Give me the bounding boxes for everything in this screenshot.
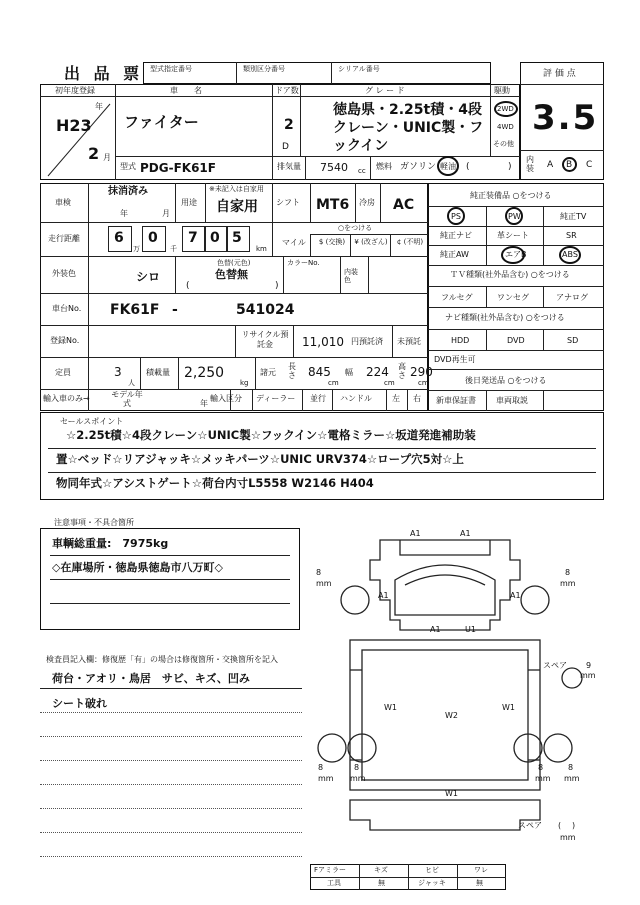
door-unit: D <box>282 142 289 152</box>
nav-dvd: DVD <box>507 336 525 345</box>
mileage-label: 走行距離 <box>48 234 80 243</box>
chassis-model: FK61F <box>110 302 160 318</box>
notes-line-1: 車輌総重量: 7975kg <box>52 537 169 550</box>
fuel-gasoline: ガソリン <box>400 162 437 172</box>
interior-color-label: 内装色 <box>344 268 358 285</box>
inspector-line-2: シート破れ <box>52 697 107 710</box>
recycle-not: 未預託 <box>397 337 421 346</box>
mile-label: マイル <box>282 238 306 247</box>
defect-cell-1: 工具 <box>327 879 341 887</box>
parallel-label: 並行 <box>310 394 326 403</box>
mileage-mark-label: ○をつける <box>338 224 373 232</box>
tv-oneseg: ワンセグ <box>497 293 529 302</box>
defect-cell-3: ジャッキ <box>418 879 446 887</box>
fuel-label: 燃料 <box>376 162 392 171</box>
tv-fullseg: フルセグ <box>441 293 473 302</box>
sales-label: セールスポイント <box>60 417 124 426</box>
mileage-km-unit: km <box>256 245 267 253</box>
color-paren-open: ( <box>186 281 190 291</box>
ac-value: AC <box>393 197 415 213</box>
equip-airbag: エアB <box>505 250 527 259</box>
spare-rear-label: スペア <box>518 821 542 830</box>
first-reg-year: H23 <box>56 116 92 135</box>
width-label: 幅 <box>345 368 353 377</box>
handle-label: ハンドル <box>340 394 372 403</box>
tread-front-right-unit: mm <box>560 579 576 588</box>
left-label: 左 <box>392 394 400 403</box>
mile-tampered: ¥ (改ざん) <box>354 238 388 246</box>
drive-other: その他 <box>493 140 514 148</box>
height-label: 高さ <box>398 362 406 380</box>
load-value: 2,250 <box>184 365 225 381</box>
inspector-label: 検査員記入欄：修復歴「有」の場合は修復箇所・交換箇所を記入 <box>46 655 278 664</box>
recycle-label: リサイクル預託金 <box>241 330 289 349</box>
inspector-line-1: 荷台・アオリ・鳥居 サビ、キズ、凹み <box>52 672 250 685</box>
length-unit: cm <box>328 379 339 387</box>
length-value: 845 <box>308 365 331 379</box>
defect-header-1: Fアミラー <box>314 866 347 874</box>
first-reg-label: 初年度登録 <box>55 86 95 95</box>
nav-sd: SD <box>567 336 579 345</box>
fuel-paren-close: ) <box>508 162 512 172</box>
dealer-label: ディーラー <box>256 394 296 403</box>
mark-u1: U1 <box>465 625 476 634</box>
color-change-value: 色替無 <box>215 268 248 281</box>
width-value: 224 <box>366 365 389 379</box>
load-unit: kg <box>240 379 249 387</box>
color-no-label: カラーNo. <box>287 259 320 267</box>
displacement-label: 排気量 <box>277 162 301 171</box>
truck-diagram <box>310 520 610 860</box>
sheet-title: 出 品 票 <box>64 64 144 83</box>
aftermarket-title: 後日発送品 ○をつける <box>465 376 547 385</box>
mark-w1-rear: W1 <box>445 789 458 798</box>
height-value: 290 <box>410 365 433 379</box>
header-codes-box <box>143 62 491 84</box>
equip-nav: 純正ナビ <box>440 231 472 240</box>
displacement-unit: cc <box>358 167 366 175</box>
mark-w1-right: W1 <box>502 703 515 712</box>
grade-line-3: ックイン <box>333 138 389 154</box>
mark-w2: W2 <box>445 711 458 720</box>
registration-label: 登録No. <box>50 336 80 345</box>
defect-header-2: キズ <box>374 866 388 874</box>
shift-value: MT6 <box>316 197 350 213</box>
grade-line-2: クレーン・UNIC製・フ <box>333 120 484 136</box>
spare-front-unit: mm <box>580 671 596 680</box>
recycle-unit: 円預託済 <box>351 337 383 346</box>
equip-abs: ABS <box>562 250 578 259</box>
mileage-digit-5: 5 <box>232 230 242 246</box>
grade-line-1: 徳島県・2.25t積・4段 <box>333 102 482 118</box>
interior-grade-c: C <box>586 160 593 170</box>
model-label: 型式 <box>120 162 136 171</box>
capacity-label: 定員 <box>55 368 71 377</box>
equip-sr: SR <box>566 231 577 240</box>
fuel-paren-open: ( <box>466 162 470 172</box>
model-cert-label: 型式指定番号 <box>150 65 192 73</box>
doors-value: 2 <box>284 117 294 133</box>
first-reg-month: 2 <box>88 144 100 163</box>
spec-label: 諸元 <box>260 368 276 377</box>
length-label: 長さ <box>288 362 296 380</box>
equip-tv: 純正TV <box>560 212 587 221</box>
drive-4wd: 4WD <box>497 123 514 131</box>
exterior-value: シロ <box>136 270 161 284</box>
nav-hdd: HDD <box>451 336 470 345</box>
chassis-number: 541024 <box>236 302 295 318</box>
right-label: 右 <box>413 394 421 403</box>
chassis-dash: - <box>172 302 178 318</box>
tread-rear-right2: 8 <box>568 763 574 772</box>
mark-a1-front: A1 <box>430 625 441 634</box>
tread-rear-left: 8 <box>318 763 324 772</box>
mark-a1-top-right: A1 <box>460 529 471 538</box>
tread-rear-left2-unit: mm <box>350 774 366 783</box>
model-year-unit: 年 <box>200 399 208 408</box>
fuel-light: 軽油 <box>440 162 456 171</box>
mileage-digit-4: 0 <box>210 230 220 246</box>
mark-a1-left: A1 <box>378 591 389 600</box>
mileage-digit-1: 6 <box>114 230 124 246</box>
car-name-label: 車 名 <box>170 86 202 95</box>
defect-cell-2: 無 <box>378 879 385 887</box>
color-paren-close: ) <box>275 281 279 291</box>
dvd-playback: DVD再生可 <box>434 355 476 364</box>
spare-front-label: スペア <box>543 661 567 670</box>
interior-grade-label: 内装 <box>526 155 534 173</box>
spare-rear-unit: mm <box>560 833 576 842</box>
tread-front-left: 8 <box>316 568 322 577</box>
mileage-digit-2: 0 <box>148 230 158 246</box>
import-class-label: 輸入区分 <box>210 394 242 403</box>
sales-line-3: 物同年式☆アシストゲート☆荷台内寸L5558 W2146 H404 <box>56 476 374 490</box>
aftermarket-warranty: 新車保証書 <box>436 396 476 405</box>
height-unit: cm <box>418 379 429 387</box>
nav-title: ナビ種類(社外品含む) ○をつける <box>445 313 565 322</box>
mileage-unit-sen: 千 <box>170 245 177 253</box>
rating-label: 評 価 点 <box>543 69 576 79</box>
mark-w1-left: W1 <box>384 703 397 712</box>
defect-header-3: ヒビ <box>425 866 439 874</box>
drive-label: 駆動 <box>494 86 510 95</box>
shift-label: シフト <box>276 198 300 207</box>
tread-rear-right2-unit: mm <box>564 774 580 783</box>
tread-rear-left2: 8 <box>354 763 360 772</box>
equipment-title: 純正装備品 ○をつける <box>470 191 552 200</box>
year-suffix: 年 <box>95 102 103 111</box>
spare-rear-paren-open: ( <box>558 821 562 830</box>
defect-header-4: ワレ <box>474 866 488 874</box>
inspection-label: 車検 <box>55 198 71 207</box>
inspection-value: 抹消済み <box>108 186 148 197</box>
exterior-label: 外装色 <box>52 269 76 278</box>
ac-label: 冷房 <box>359 198 375 207</box>
tread-rear-left-unit: mm <box>318 774 334 783</box>
model-year-label: モデル年式 <box>111 390 143 408</box>
inspection-month-unit: 月 <box>162 209 170 218</box>
mileage-unit-man: 万 <box>133 245 140 253</box>
equip-aw: 純正AW <box>440 250 469 259</box>
aftermarket-manual: 車両取説 <box>496 396 528 405</box>
drive-2wd: 2WD <box>497 105 514 113</box>
mile-unknown: ¢ (不明) <box>396 238 424 246</box>
class-label: 類別区分番号 <box>243 65 285 73</box>
equip-ps: PS <box>451 212 461 221</box>
spare-rear-paren-close: ) <box>572 821 576 830</box>
tread-front-right: 8 <box>565 568 571 577</box>
equip-pw: PW <box>508 212 521 221</box>
sales-line-2: 置☆ベッド☆リアジャッキ☆メッキパーツ☆UNIC URV374☆ロープ穴5対☆上 <box>56 452 464 466</box>
tread-rear-right: 8 <box>538 763 544 772</box>
grade-label: グ レ ー ド <box>365 86 405 95</box>
use-value: 自家用 <box>216 199 258 215</box>
mark-a1-right: A1 <box>510 591 521 600</box>
equip-leather: 革シート <box>497 231 529 240</box>
load-label: 積載量 <box>146 368 170 377</box>
serial-label: シリアル番号 <box>338 65 380 73</box>
displacement-value: 7540 <box>320 161 348 174</box>
use-label: 用途 <box>181 198 197 207</box>
interior-grade-a: A <box>547 160 554 170</box>
inspection-year-unit: 年 <box>120 209 128 218</box>
use-note: ※未記入は自家用 <box>209 185 264 193</box>
month-suffix: 月 <box>103 153 111 162</box>
car-name: ファイター <box>124 113 199 131</box>
doors-label: ドア数 <box>275 86 299 95</box>
color-code-label: 色替(元色) <box>217 259 251 267</box>
tread-front-left-unit: mm <box>316 579 332 588</box>
capacity-unit: 人 <box>128 379 135 387</box>
first-reg-diagonal <box>40 96 115 180</box>
import-label: 輸入車のみ→ <box>43 394 90 403</box>
width-unit: cm <box>384 379 395 387</box>
interior-grade-b: B <box>566 160 573 170</box>
mark-a1-top: A1 <box>410 529 421 538</box>
rating-value: 3.5 <box>532 98 599 138</box>
mileage-digit-3: 7 <box>188 230 198 246</box>
tread-rear-right-unit: mm <box>535 774 551 783</box>
notes-line-2: ◇在庫場所・徳島県徳島市八万町◇ <box>52 561 223 574</box>
spare-front-value: 9 <box>586 661 592 670</box>
chassis-label: 車台No. <box>52 304 82 313</box>
defect-cell-4: 無 <box>476 879 483 887</box>
tv-title: ＴＶ種類(社外品含む) ○をつける <box>450 270 570 279</box>
capacity-value: 3 <box>114 365 122 379</box>
notes-label: 注意事項・不具合箇所 <box>54 518 134 527</box>
model-value: PDG-FK61F <box>140 161 216 175</box>
tv-analog: アナログ <box>556 293 588 302</box>
sales-line-1: ☆2.25t積☆4段クレーン☆UNIC製☆フックイン☆電格ミラー☆坂道発進補助装 <box>66 428 476 442</box>
mile-exchange: $ (交換) <box>318 238 346 246</box>
recycle-value: 11,010 <box>302 335 344 349</box>
